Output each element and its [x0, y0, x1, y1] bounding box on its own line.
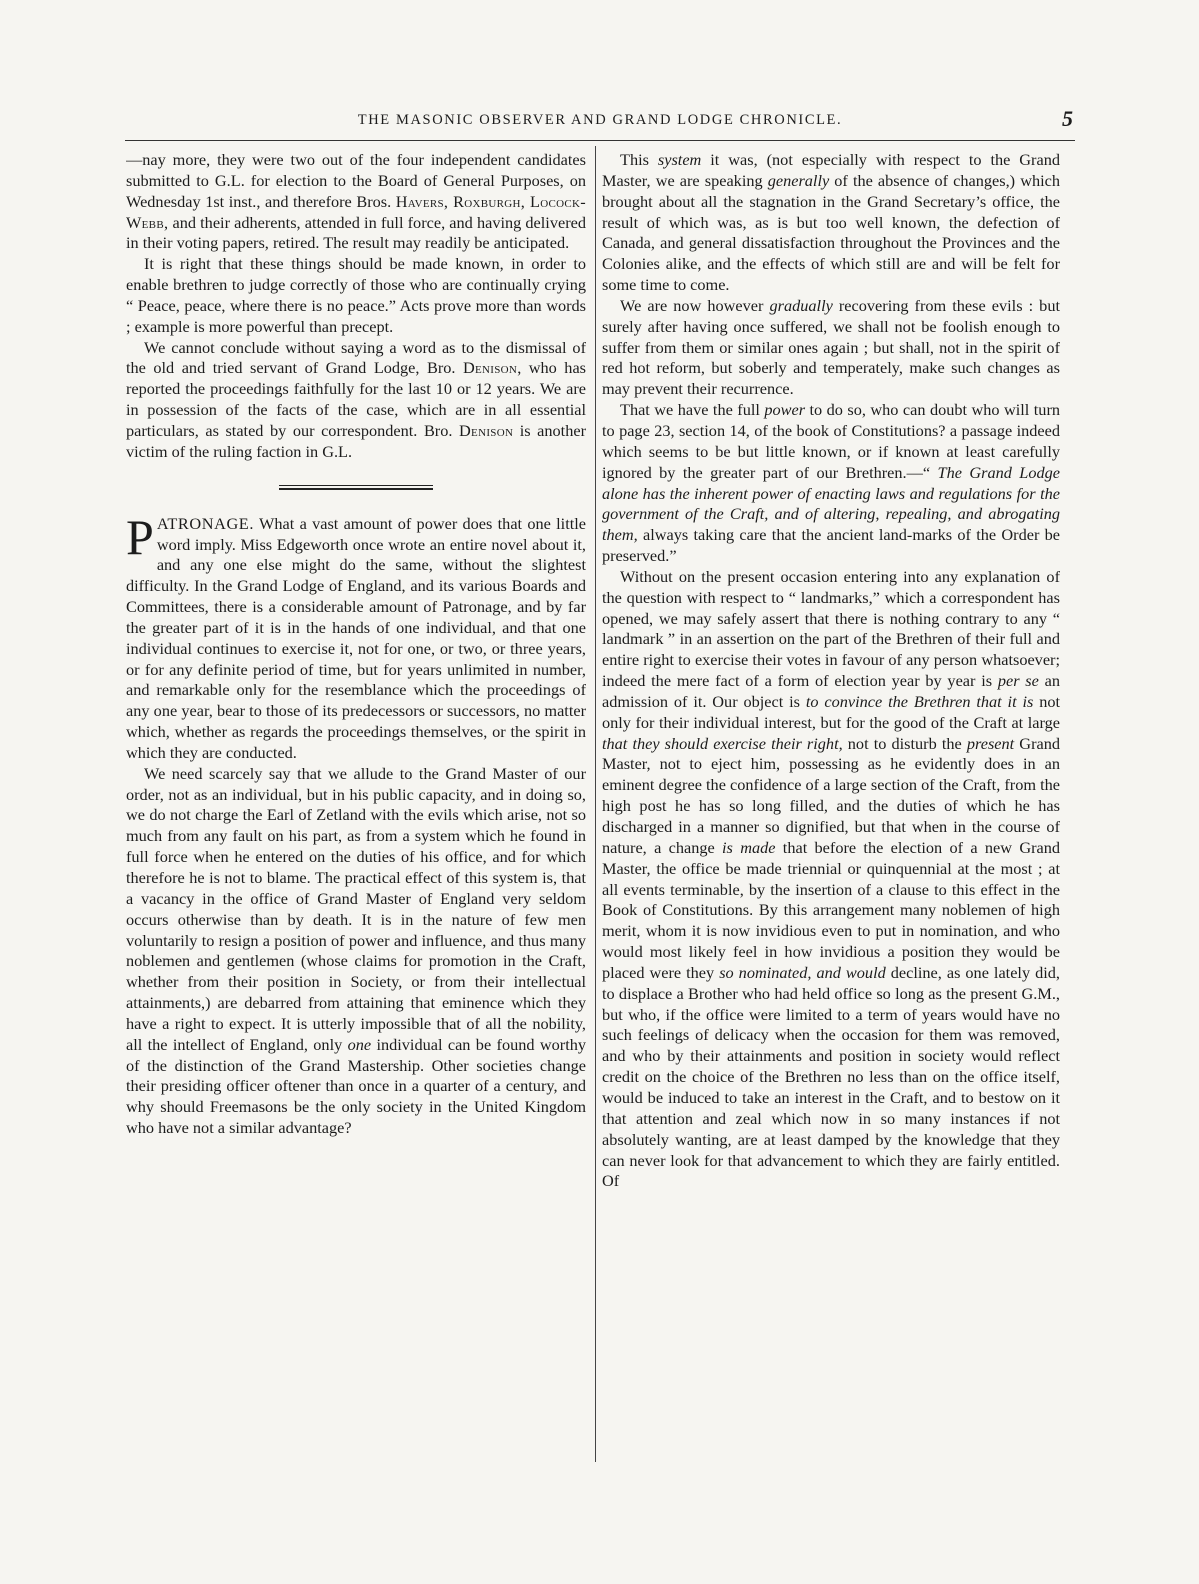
text: Without on the present occasion entering into any explanation of the question with respect to “ landmarks,” which a correspondent has opened, we may safely assert that there is nothing contrary to any “ landmark ” in an assertion on the part of the Brethren of their full and entire right to exercise their votes in favour of any person whatsoever; indeed the mere fact of a form of election year by year is [602, 566, 1060, 691]
text: is another victim of the ruling faction in G.L. [126, 420, 586, 461]
patronage-article [126, 508, 586, 1139]
text: of the absence of changes,) which brought about all the stagnation in the Grand Secretary’s office, the result of which was, as is but too well known, the defection of Canada, and general dissatisfaction throughout the Provinces and the Colonies alike, and the effects of which still are and will be felt for some time to come. [602, 170, 1060, 295]
emphasis: one [347, 1034, 372, 1054]
text: not only for their individual interest, but for the good of the Craft at large [602, 691, 1060, 732]
header-rule [125, 140, 1075, 141]
emphasis: power [764, 400, 806, 420]
emphasis: present [966, 733, 1015, 753]
article-heading: ATRONAGE. [156, 513, 255, 533]
paragraph [126, 764, 586, 1139]
emphasis: system [657, 150, 702, 169]
text: We need scarcely say that we allude to the Grand Master of our order, not as an individual, but in his public capacity, and in doing so, we do not charge the Earl of Zetland with the evils which arise, not so much from any fault on his part, as from a system which he found in full force when he entered on the duties of his office, and for which therefore he is not to blame. The practical effect of this system is, that a vacancy in the office of Grand Master of England very seldom occurs otherwise than by death. It is in the nature of few men voluntarily to resign a position of power and influence, and thus many noblemen and gentlemen (whose claims for promotion in the Craft, whether from their position in Society, or from their intellectual attainments,) are debarred from attaining that eminence which they have a right to expect. It is utterly impossible that of all the nobility, all the intellect of England, only [126, 763, 586, 1054]
text: always taking care that the ancient land-marks of the Order be preserved.” [602, 525, 1060, 566]
drop-cap: P [126, 508, 154, 565]
text: not to disturb the [842, 733, 967, 753]
emphasis: that they should exercise their right, [602, 733, 843, 753]
emphasis: is made [722, 837, 776, 857]
text: What a vast amount of power does that one little word imply. Miss Edgeworth once wrote an entire novel about it, and any one else might do the same, without the slightest difficulty. In the Grand Lodge of England, and its various Boards and Committees, there is a considerable amount of Patronage, and by far the greater part of it is in the hands of one individual, and that one individual continues to exercise it, not for one, or two, or three years, or for any definite period of time, but for years unlimited in number, and remarkable only for the resemblance which the proceedings of any one year, bear to those of its predecessors or successors, no matter which, whether as regards the proceedings themselves, or the spirit in which they are conducted. [126, 513, 586, 762]
emphasis: to convince the Brethren that it is [805, 691, 1034, 711]
text: This [620, 150, 658, 169]
text: decline, as one lately did, to displace a Brother who had held office so long as the present G.M., but who, if the office were limited to a term of years would have no such feelings of delicacy when the occasion for them was removed, and who by their attainments and position in society would reflect credit on the choice of the Brethren no less than on the office itself, would be induced to take an interest in the Craft, and to bestow on it that attention and zeal which now in so many instances if not absolutely wanting, are at least damped by the knowledge that they can never look for that advancement to which they are fairly entitled. Of [602, 962, 1060, 1191]
paragraph [602, 567, 1060, 1192]
paragraph [126, 150, 586, 254]
emphasis: per se [997, 671, 1039, 691]
text: to do so, who can doubt who will turn to page 23, section 14, of the book of Constitutions? a passage indeed which seems to be but little known, or if known at least carefully ignored by the greater part of our Brethren.—“ [602, 400, 1060, 482]
text: that before the election of a new Grand Master, the office be made triennial or quinquennial at the most ; at all events terminable, by the insertion of a clause to this effect in the Book of Constitutions. By this arrangement many noblemen of high merit, whom it is now invidious even to put in nomination, and who would most likely feel in how invidious a position they would be placed were they [602, 837, 1060, 982]
text: Grand Master, not to eject him, possessing as he evidently does in an eminent degree the confidence of a large section of the Craft, from the high post he has so long filled, and the duties of which he has discharged in a manner so dignified, but that when in the course of nature, a change [602, 733, 1060, 857]
text: , who has reported the proceedings faithfully for the last 10 or 12 years. We are in possession of the facts of the case, which are in all essential particulars, as stated by our correspondent. Bro. [126, 358, 586, 440]
emphasis: generally [767, 170, 830, 190]
text: That we have the full [620, 400, 765, 420]
emphasis: gradually [769, 295, 833, 315]
paragraph [602, 296, 1060, 400]
paragraph: It is right that these things should be made known, in order to enable brethren to judge correctly of those who are continually crying “ Peace, peace, where there is no peace.” Acts prove more than words ; example is more powerful than precept. [126, 254, 586, 336]
paragraph [126, 338, 586, 463]
text: We are now however [620, 295, 770, 315]
page-header [125, 106, 1075, 140]
name: Denison [459, 420, 514, 440]
text: recovering from these evils : but surely after having once suffered, we shall not be foolish enough to suffer from them or similar ones again ; but shall, not in the spirit of red hot reform, but soberly and temperately, make such changes as may prevent their recurrence. [602, 295, 1060, 399]
emphasis: so nominated, and would [719, 962, 886, 982]
names: Havers, Roxburgh, Locock-Webb, [126, 191, 586, 232]
text: We cannot conclude without saying a word as to the dismissal of the old and tried servant of Grand Lodge, Bro. [126, 337, 586, 378]
text: —nay more, they were two out of the four independent candidates submitted to G.L. for election to the Board of General Purposes, on Wednesday 1st inst., and therefore Bros. [126, 150, 586, 211]
paragraph [126, 508, 586, 764]
paragraph [602, 400, 1060, 567]
running-head: THE MASONIC OBSERVER AND GRAND LODGE CHRONICLE. [357, 112, 843, 128]
page-number: 5 [1062, 106, 1073, 131]
left-column [126, 150, 586, 1470]
text: an admission of it. Our object is [602, 671, 1060, 711]
text: and their adherents, attended in full force, and having delivered in their voting papers, retired. The result may readily be anticipated. [126, 212, 586, 253]
right-column [602, 150, 1060, 1470]
section-separator [279, 485, 433, 490]
paragraph [602, 150, 1060, 296]
column-divider [595, 146, 596, 1462]
name: Denison [462, 358, 518, 378]
text: it was, (not especially with respect to the Grand Master, we are speaking [602, 150, 1060, 190]
quotation: The Grand Lodge alone has the inherent power of enacting laws and regulations for the government of the Craft, and of altering, repealing, and abrogating them, [602, 462, 1060, 545]
text: individual can be found worthy of the distinction of the Grand Mastership. Other societies change their presiding officer oftener than once in a quarter of a century, and why should Freemasons be the only society in the United Kingdom who have not a similar advantage? [126, 1034, 586, 1138]
